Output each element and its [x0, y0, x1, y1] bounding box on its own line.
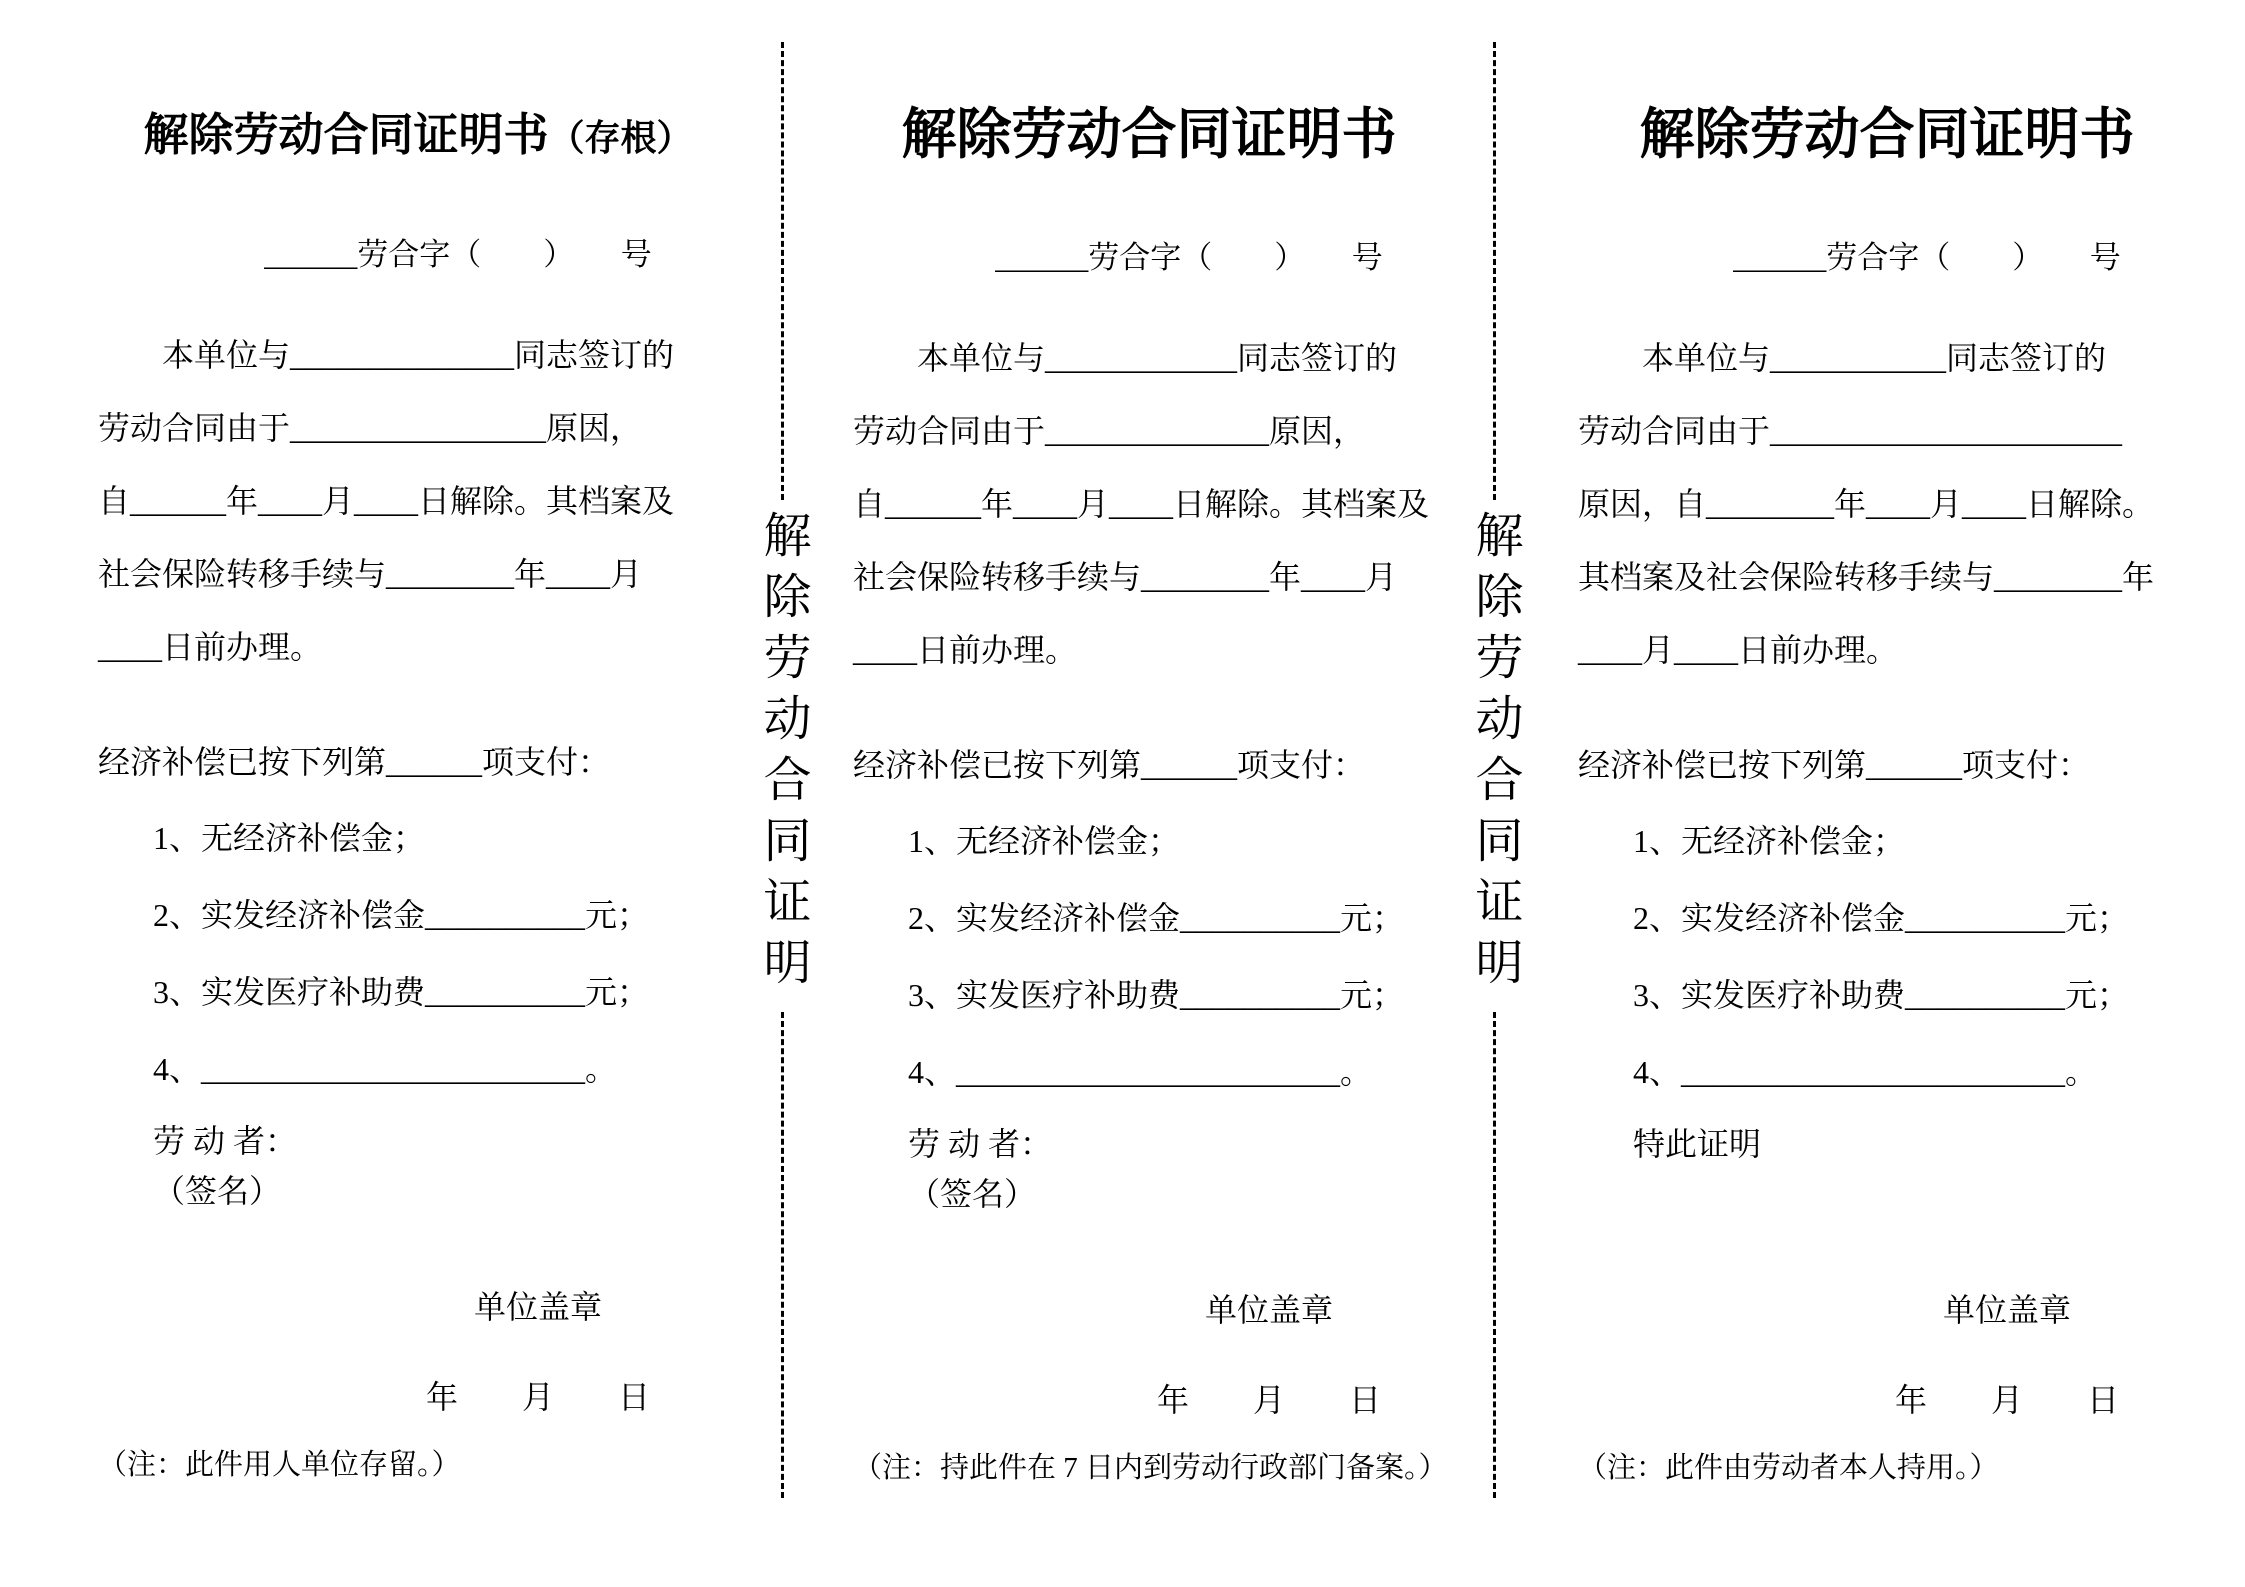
footnote: （注：此件用人单位存留。）: [98, 1449, 461, 1481]
certify-area: [1578, 1119, 2196, 1169]
body-line: 社会保险转移手续与________年____月: [98, 556, 643, 592]
compensation-list: [853, 803, 1445, 1111]
worker-signature-hint: （签名）: [908, 1176, 1037, 1212]
footnote: （注：此件由劳动者本人持用。）: [1578, 1452, 1999, 1484]
dashed-cut-line-top: [1493, 42, 1496, 500]
panel-title-text: 解除劳动合同证明书: [143, 110, 549, 160]
divider-vertical-title: 解除劳动合同证明: [1468, 510, 1521, 998]
panel-worker-copy: [1578, 0, 2196, 1587]
compensation-item: 2、实发经济补偿金__________元；: [153, 897, 650, 933]
dashed-cut-line-top: [781, 42, 784, 500]
worker-signature-label: 劳 动 者：: [153, 1123, 298, 1159]
panel-title: [853, 100, 1445, 184]
body-line: 本单位与______________同志签订的: [162, 337, 675, 373]
body-line: 劳动合同由于______________原因，: [853, 413, 1366, 449]
compensation-item: 3、实发医疗补助费__________元；: [1633, 977, 2130, 1013]
date-line: 年 月 日: [1156, 1382, 1381, 1418]
date-line: 年 月 日: [425, 1379, 650, 1415]
body-line: 自______年____月____日解除。其档案及: [853, 486, 1430, 522]
panel-title-suffix: （存根）: [548, 118, 693, 158]
panel-title: [1578, 100, 2196, 184]
doc-number-line: ______劳合字（ ） 号: [1733, 240, 2121, 275]
compensation-item: 1、无经济补偿金；: [1633, 823, 1906, 859]
compensation-intro: 经济补偿已按下列第______项支付：: [1578, 747, 2091, 783]
compensation-intro: 经济补偿已按下列第______项支付：: [98, 744, 611, 780]
unit-seal-label: 单位盖章: [1204, 1292, 1333, 1328]
body-line: ____日前办理。: [98, 629, 323, 665]
body-line: 本单位与___________同志签订的: [1642, 340, 2107, 376]
panel-title-text: 解除劳动合同证明书: [1639, 104, 2135, 165]
body-line: 社会保险转移手续与________年____月: [853, 559, 1398, 595]
doc-number-line: ______劳合字（ ） 号: [264, 237, 652, 272]
body-line: 本单位与____________同志签订的: [917, 340, 1398, 376]
body-paragraph: [1578, 322, 2196, 687]
body-paragraph: [853, 322, 1445, 687]
worker-signature-hint: （签名）: [153, 1173, 282, 1209]
compensation-intro: 经济补偿已按下列第______项支付：: [853, 747, 1366, 783]
panel-title: [98, 100, 738, 181]
compensation-item: 4、________________________。: [153, 1051, 618, 1087]
unit-seal-label: 单位盖章: [1942, 1292, 2071, 1328]
worker-signature-label: 劳 动 者：: [908, 1126, 1053, 1162]
compensation-item: 4、________________________。: [1633, 1054, 2098, 1090]
dashed-cut-line-bottom: [781, 1012, 784, 1498]
signature-area: [98, 1116, 738, 1216]
footnote: （注：持此件在 7 日内到劳动行政部门备案。）: [853, 1452, 1448, 1484]
date-line: 年 月 日: [1894, 1382, 2119, 1418]
compensation-item: 2、实发经济补偿金__________元；: [1633, 900, 2130, 936]
body-line: 劳动合同由于______________________: [1578, 413, 2123, 449]
fold-divider: [1464, 42, 1524, 1498]
panel-filing-copy: [853, 0, 1448, 1587]
signature-area: [853, 1119, 1445, 1219]
compensation-item: 3、实发医疗补助费__________元；: [908, 977, 1405, 1013]
fold-divider: [752, 42, 812, 1498]
unit-seal-label: 单位盖章: [473, 1289, 602, 1325]
compensation-item: 1、无经济补偿金；: [908, 823, 1181, 859]
compensation-item: 1、无经济补偿金；: [153, 820, 426, 856]
divider-vertical-title: 解除劳动合同证明: [756, 510, 809, 998]
body-line: ____日前办理。: [853, 632, 1078, 668]
compensation-list: [98, 800, 738, 1108]
compensation-list: [1578, 803, 2196, 1111]
body-line: 原因，自________年____月____日解除。: [1578, 486, 2155, 522]
dashed-cut-line-bottom: [1493, 1012, 1496, 1498]
panel-title-text: 解除劳动合同证明书: [901, 104, 1397, 165]
compensation-item: 2、实发经济补偿金__________元；: [908, 900, 1405, 936]
body-paragraph: [98, 319, 738, 684]
body-line: 劳动合同由于________________原因，: [98, 410, 643, 446]
body-line: 其档案及社会保险转移手续与________年: [1578, 559, 2155, 595]
doc-number-line: ______劳合字（ ） 号: [995, 240, 1383, 275]
compensation-item: 3、实发医疗补助费__________元；: [153, 974, 650, 1010]
panel-stub: [98, 0, 738, 1587]
compensation-item: 4、________________________。: [908, 1054, 1373, 1090]
body-line: ____月____日前办理。: [1578, 632, 1899, 668]
body-line: 自______年____月____日解除。其档案及: [98, 483, 675, 519]
certify-statement: 特此证明: [1633, 1126, 1762, 1162]
